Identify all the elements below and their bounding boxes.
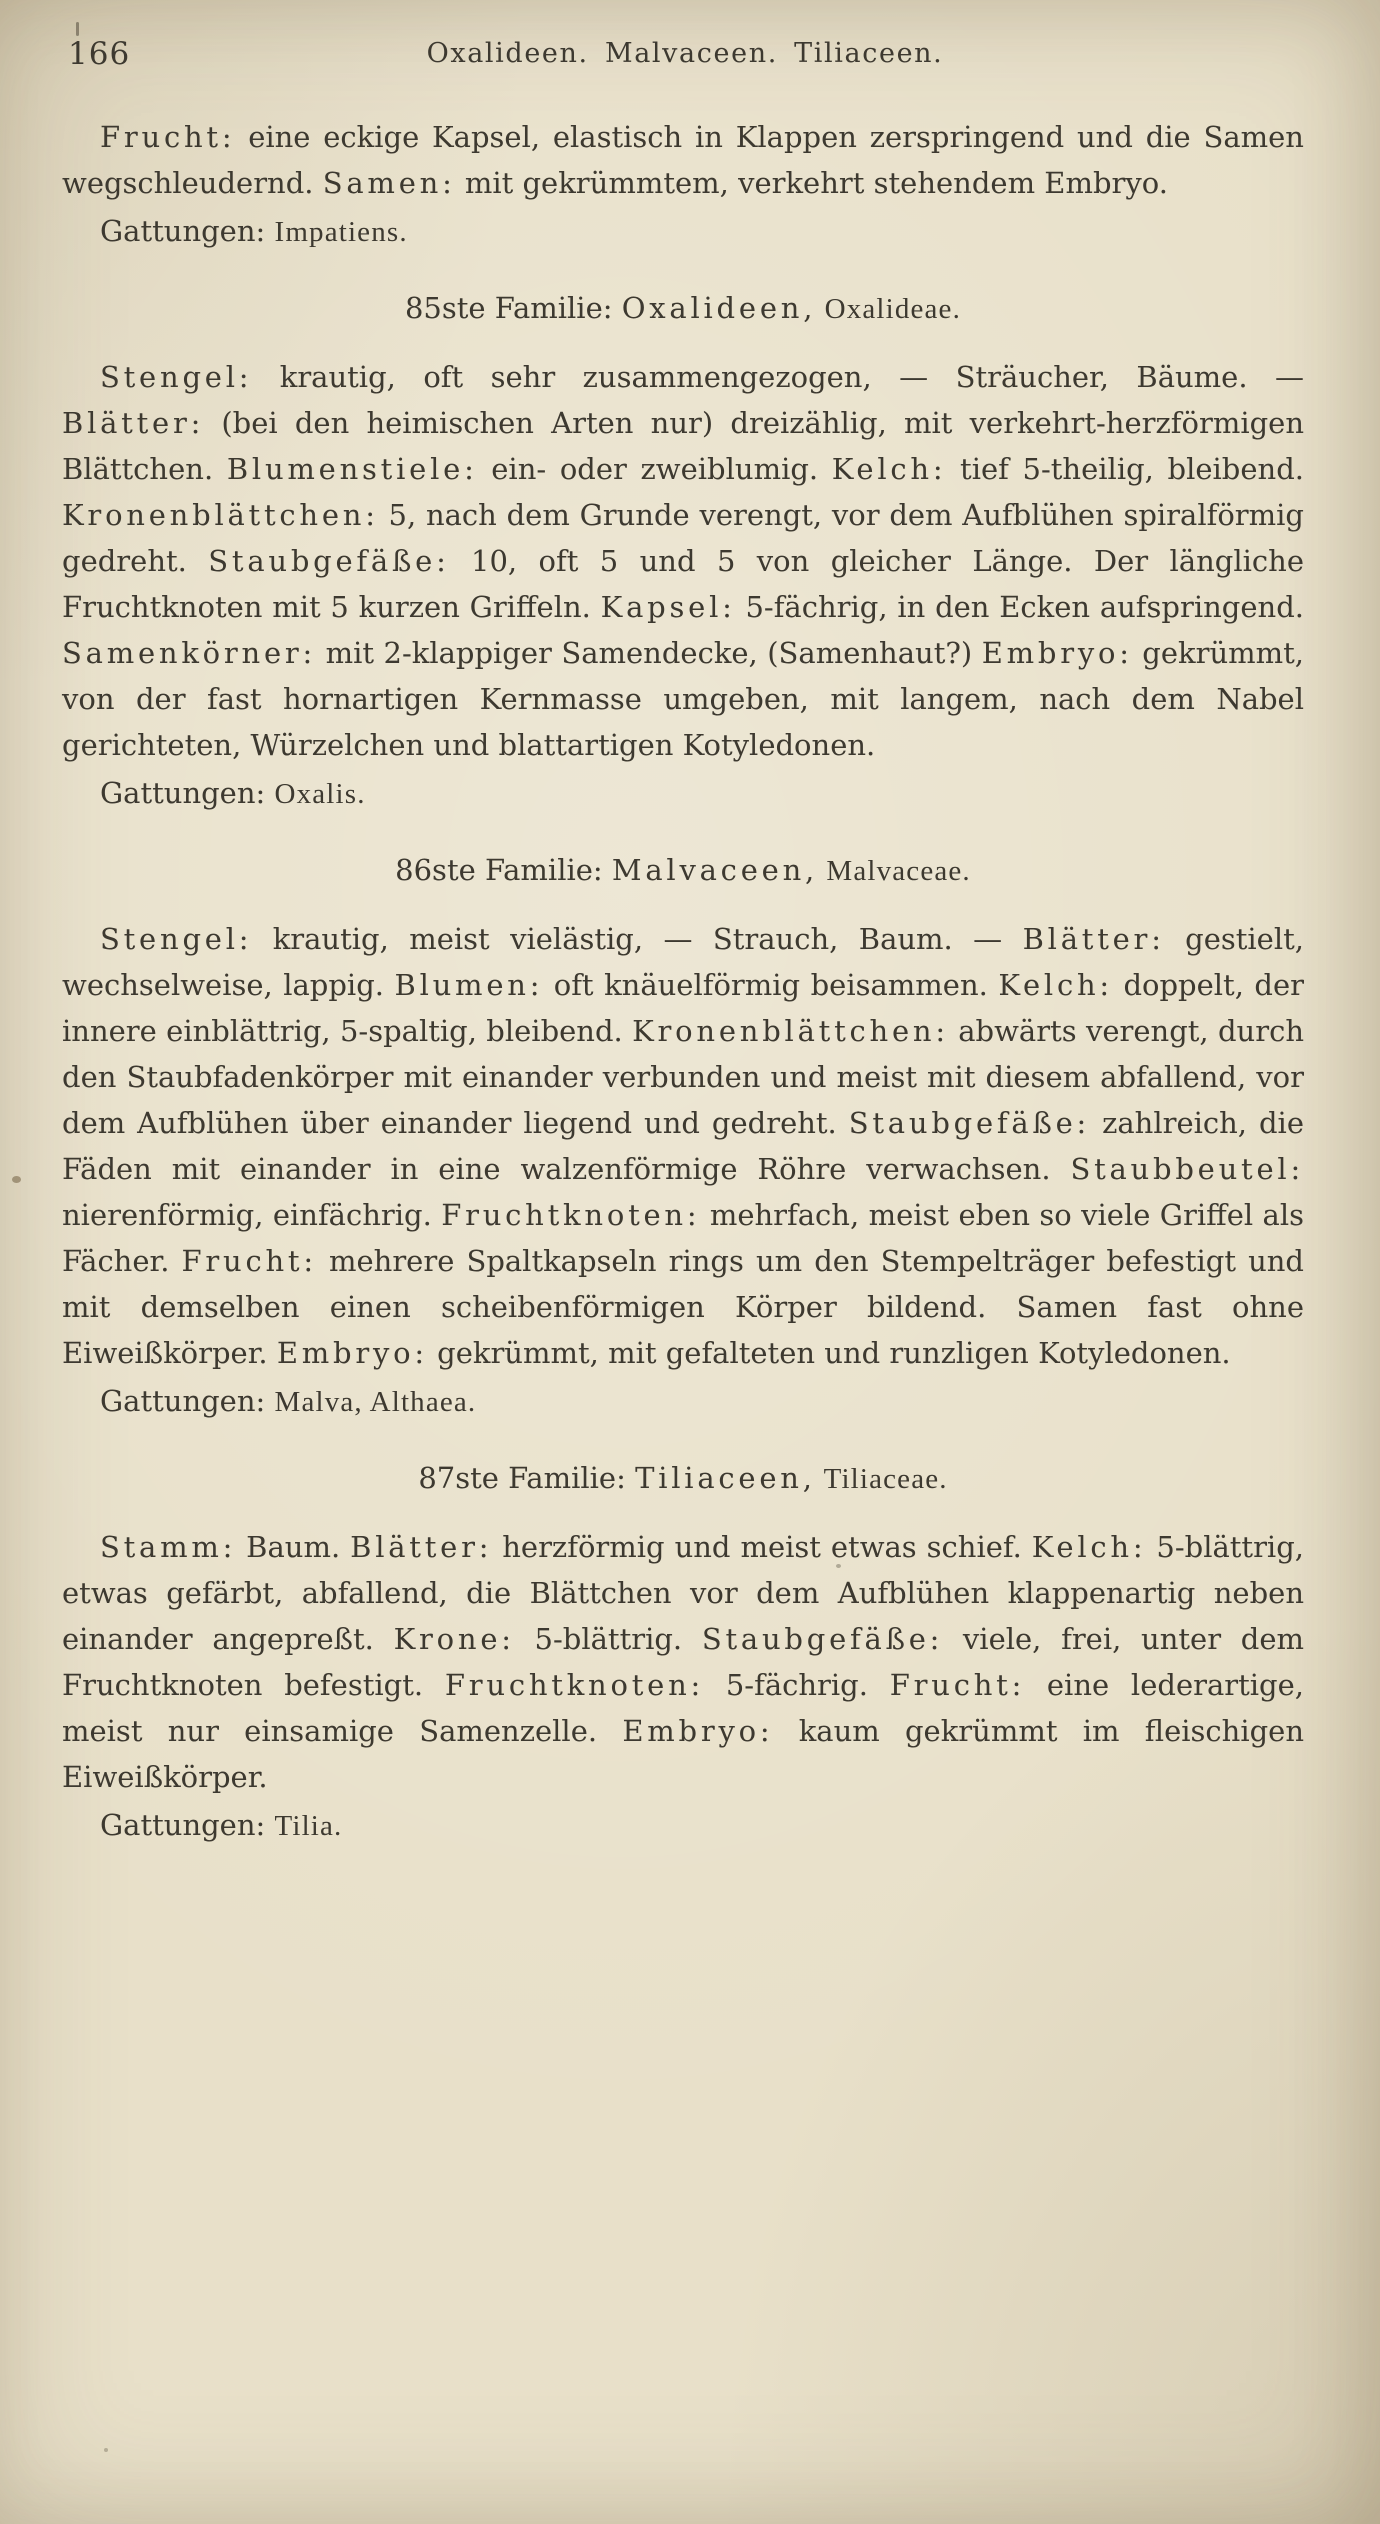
text-body	[62, 112, 1304, 1857]
text-run: Embryo:	[622, 1714, 774, 1748]
text-run: krautig, meist vielästig, — Strauch, Baum. —	[252, 922, 1023, 956]
family-heading	[62, 285, 1304, 332]
text-run: Staubbeutel:	[1070, 1152, 1304, 1186]
text-run: Impatiens.	[274, 216, 408, 248]
genus-line	[100, 770, 1304, 817]
text-run: Fruchtknoten:	[441, 1198, 701, 1232]
text-run: Frucht:	[100, 120, 236, 154]
text-run: Embryo:	[276, 1336, 428, 1370]
text-run: Frucht:	[181, 1244, 317, 1278]
text-run: abwärts verengt, durch den Staubfadenkörper mit einander verbunden und meist mit diesem abfallend, vor dem Aufblühen über einander liegend und gedreht.	[62, 1014, 1304, 1140]
text-run: Samen:	[322, 166, 456, 200]
paragraph	[62, 114, 1304, 206]
text-run: (bei den heimischen Arten nur) dreizählig, mit verkehrt-herzförmigen Blättchen.	[62, 406, 1304, 486]
text-run: Malvaceae.	[818, 855, 971, 887]
text-run: Stamm:	[100, 1530, 237, 1564]
text-run: kaum gekrümmt im fleischigen Eiweißkörper.	[62, 1714, 1305, 1794]
text-run: Gattungen:	[100, 1384, 275, 1418]
text-run: 5-blättrig, etwas gefärbt, abfallend, die Blättchen vor dem Aufblühen klappenartig neben einander angepreßt.	[62, 1530, 1304, 1656]
text-run: gekrümmt, mit gefalteten und runzligen Kotyledonen.	[427, 1336, 1231, 1370]
text-run: 5-fächrig.	[704, 1668, 890, 1702]
genus-line	[100, 208, 1304, 255]
text-run: Stengel:	[100, 360, 253, 394]
text-run: Kelch:	[998, 968, 1113, 1002]
text-run: Oxalideae.	[816, 293, 961, 325]
text-run: Embryo:	[981, 636, 1133, 670]
text-run: Staubgefäße:	[701, 1622, 944, 1656]
text-run: oft knäuelförmig beisammen.	[543, 968, 999, 1002]
text-run: Krone:	[393, 1622, 515, 1656]
text-run: Tiliaceae.	[815, 1463, 948, 1495]
text-run: 5-blättrig.	[514, 1622, 702, 1656]
paragraph	[62, 354, 1304, 768]
running-header: Oxalideen. Malvaceen. Tiliaceen.	[426, 38, 944, 69]
text-run: Kronenblättchen:	[62, 498, 379, 532]
text-run: Blumen:	[394, 968, 544, 1002]
paragraph	[62, 916, 1304, 1376]
text-run: Blätter:	[1022, 922, 1165, 956]
text-run: 86ste Familie:	[395, 853, 612, 887]
text-run: Oxalis.	[274, 778, 366, 810]
text-run: 85ste Familie:	[404, 291, 622, 325]
text-run: eine lederartige, meist nur einsamige Samenzelle.	[62, 1668, 1304, 1748]
page-number: 166	[68, 36, 131, 72]
text-run: 5, nach dem Grunde verengt, vor dem Aufblühen spiralförmig gedreht.	[62, 498, 1304, 578]
text-run: Malvaceen,	[611, 853, 818, 887]
text-run: Kapsel:	[600, 590, 736, 624]
text-run: ein- oder zweiblumig.	[477, 452, 832, 486]
text-run: Gattungen:	[100, 1808, 275, 1842]
family-heading	[62, 847, 1304, 894]
page-header	[62, 36, 1308, 86]
text-run: mehrfach, meist eben so viele Griffel als Fächer.	[62, 1198, 1304, 1278]
paper-speck	[12, 1176, 21, 1183]
text-run: eine eckige Kapsel, elastisch in Klappen zerspringend und die Samen wegschleudernd.	[62, 120, 1304, 200]
text-run: Tiliaceen,	[635, 1461, 816, 1495]
text-run: 10, oft 5 und 5 von gleicher Länge. Der längliche Fruchtknoten mit 5 kurzen Griffeln.	[62, 544, 1304, 624]
text-run: Staubgefäße:	[848, 1106, 1091, 1140]
text-run: Kelch:	[831, 452, 947, 486]
text-run: gekrümmt, von der fast hornartigen Kernmasse umgeben, mit langem, nach dem Nabel gerichteten, Würzelchen und blattartigen Kotyledonen.	[62, 636, 1305, 762]
text-run: Samenkörner:	[62, 636, 317, 670]
text-run: Kelch:	[1031, 1530, 1147, 1564]
text-run: Kronenblättchen:	[632, 1014, 949, 1048]
text-run: doppelt, der innere einblättrig, 5-spaltig, bleibend.	[62, 968, 1304, 1048]
text-run: Blätter:	[350, 1530, 493, 1564]
text-run: krautig, oft sehr zusammengezogen, — Sträucher, Bäume. —	[252, 360, 1304, 394]
text-run: mehrere Spaltkapseln rings um den Stempelträger befestigt und mit demselben einen scheibenförmigen Körper bildend. Samen fast ohne Eiweißkörper.	[62, 1244, 1304, 1370]
paragraph	[62, 1524, 1304, 1800]
text-run: Stengel:	[100, 922, 253, 956]
genus-line	[100, 1802, 1304, 1849]
text-run: Staubgefäße:	[208, 544, 450, 578]
text-run: 5-fächrig, in den Ecken aufspringend.	[735, 590, 1304, 624]
text-run: mit 2-klappiger Samendecke, (Samenhaut?)	[316, 636, 982, 670]
text-run: Blumenstiele:	[226, 452, 478, 486]
genus-line	[100, 1378, 1304, 1425]
text-run: tief 5-theilig, bleibend.	[946, 452, 1304, 486]
text-run: Gattungen:	[100, 214, 275, 248]
family-heading	[62, 1455, 1304, 1502]
text-run: Tilia.	[274, 1810, 343, 1842]
text-run: Frucht:	[889, 1668, 1026, 1702]
text-run: Malva, Althaea.	[274, 1386, 477, 1418]
text-run: Baum.	[236, 1530, 351, 1564]
text-run: mit gekrümmtem, verkehrt stehendem Embryo.	[455, 166, 1168, 200]
paper-speck	[76, 22, 79, 36]
text-run: Fruchtknoten:	[444, 1668, 705, 1702]
text-run: Gattungen:	[100, 776, 275, 810]
text-run: zahlreich, die Fäden mit einander in eine walzenförmige Röhre verwachsen.	[62, 1106, 1304, 1186]
text-run: Blätter:	[62, 406, 205, 440]
paper-speck	[104, 2448, 108, 2452]
text-run: Oxalideen,	[621, 291, 817, 325]
text-run: gestielt, wechselweise, lappig.	[62, 922, 1304, 1002]
text-run: herzförmig und meist etwas schief.	[492, 1530, 1032, 1564]
text-run: nierenförmig, einfächrig.	[62, 1198, 442, 1232]
text-run: viele, frei, unter dem Fruchtknoten befestigt.	[62, 1622, 1304, 1702]
text-run: 87ste Familie:	[418, 1461, 636, 1495]
